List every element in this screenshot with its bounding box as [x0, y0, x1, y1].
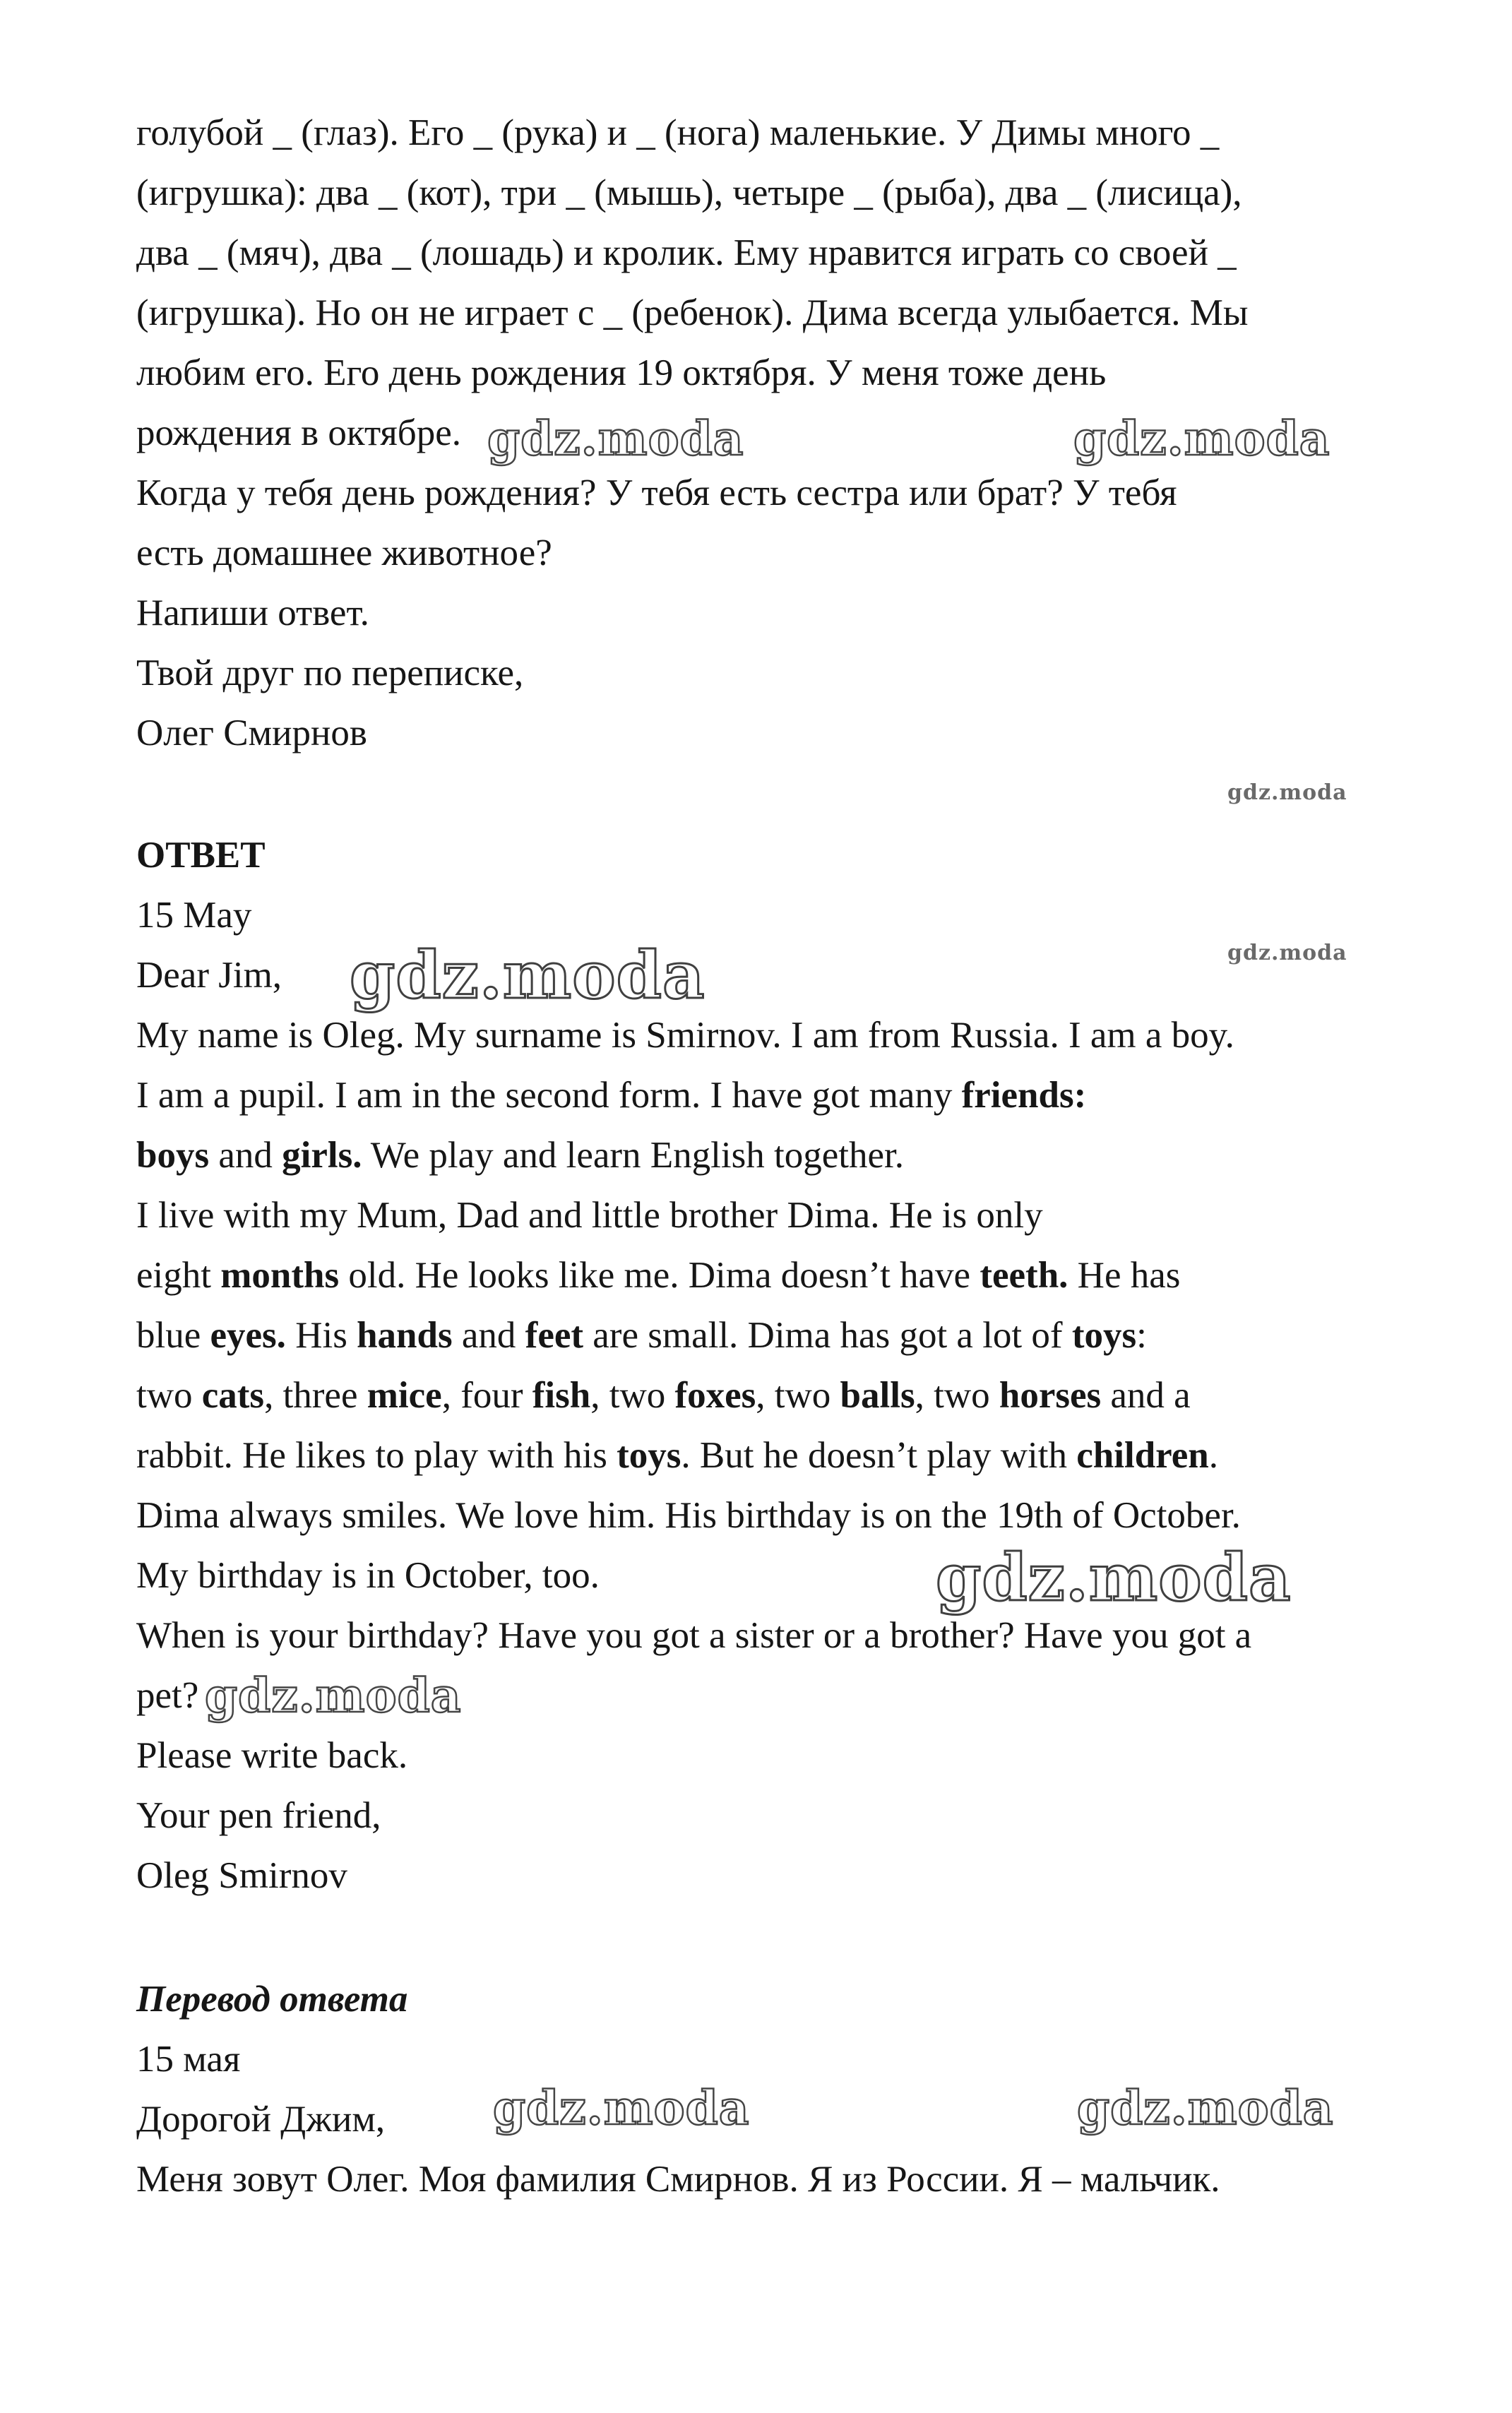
answer-line: Dima always smiles. We love him. His birthday is on the 19th of October.	[136, 1495, 1241, 1536]
answer-line: boys and girls. We play and learn English together.	[136, 1135, 904, 1176]
answer-line: My name is Oleg. My surname is Smirnov. I am from Russia. I am a boy.	[136, 1015, 1234, 1056]
watermark-logo: gdz.moda	[205, 1668, 462, 1723]
answer-signature: Oleg Smirnov	[136, 1855, 347, 1896]
watermark-logo: gdz.moda	[1227, 780, 1347, 805]
ru-line: (игрушка). Но он не играет с _ (ребенок). Дима всегда улыбается. Мы	[136, 292, 1249, 333]
translation-date: 15 мая	[136, 2039, 241, 2080]
translation-heading: Перевод ответа	[136, 1979, 408, 2020]
answer-line: When is your birthday? Have you got a sister or a brother? Have you got a	[136, 1615, 1252, 1656]
answer-line: pet?	[136, 1675, 199, 1716]
watermark-logo: gdz.moda	[1077, 2080, 1334, 2135]
translation-line: Меня зовут Олег. Моя фамилия Смирнов. Я из России. Я – мальчик.	[136, 2159, 1220, 2200]
watermark-logo: gdz.moda	[1227, 941, 1347, 965]
ru-signature: Олег Смирнов	[136, 713, 367, 753]
answer-heading: ОТВЕТ	[136, 835, 266, 876]
answer-line: Your pen friend,	[136, 1795, 381, 1836]
answer-date: 15 May	[136, 895, 252, 936]
answer-line: My birthday is in October, too.	[136, 1555, 600, 1596]
ru-line: Твой друг по переписке,	[136, 653, 524, 693]
answer-line: I live with my Mum, Dad and little brother Dima. He is only	[136, 1195, 1043, 1236]
watermark-logo: gdz.moda	[936, 1539, 1292, 1616]
watermark-logo: gdz.moda	[493, 2080, 750, 2135]
ru-line: голубой _ (глаз). Его _ (рука) и _ (нога) маленькие. У Димы много _	[136, 112, 1220, 153]
watermark-logo: gdz.moda	[350, 937, 706, 1013]
ru-line: есть домашнее животное?	[136, 532, 552, 573]
ru-line: (игрушка): два _ (кот), три _ (мышь), четыре _ (рыба), два _ (лисица),	[136, 172, 1242, 213]
ru-line: Напиши ответ.	[136, 592, 369, 633]
watermark-logo: gdz.moda	[1073, 411, 1331, 466]
answer-line: rabbit. He likes to play with his toys. But he doesn’t play with children.	[136, 1435, 1218, 1476]
ru-line: два _ (мяч), два _ (лошадь) и кролик. Ему нравится играть со своей _	[136, 232, 1237, 273]
ru-line: любим его. Его день рождения 19 октября. У меня тоже день	[136, 352, 1107, 393]
answer-line: Please write back.	[136, 1735, 408, 1776]
answer-line: blue eyes. His hands and feet are small. Dima has got a lot of toys:	[136, 1315, 1147, 1356]
answer-greeting: Dear Jim,	[136, 955, 282, 996]
ru-line: рождения в октябре.	[136, 412, 462, 453]
answer-line: I am a pupil. I am in the second form. I have got many friends:	[136, 1075, 1087, 1116]
translation-greeting: Дорогой Джим,	[136, 2099, 386, 2140]
answer-line: eight months old. He looks like me. Dima doesn’t have teeth. He has	[136, 1255, 1181, 1296]
ru-line: Когда у тебя день рождения? У тебя есть сестра или брат? У тебя	[136, 472, 1177, 513]
watermark-logo: gdz.moda	[487, 411, 744, 466]
answer-line: two cats, three mice, four fish, two foxes, two balls, two horses and a	[136, 1375, 1191, 1416]
